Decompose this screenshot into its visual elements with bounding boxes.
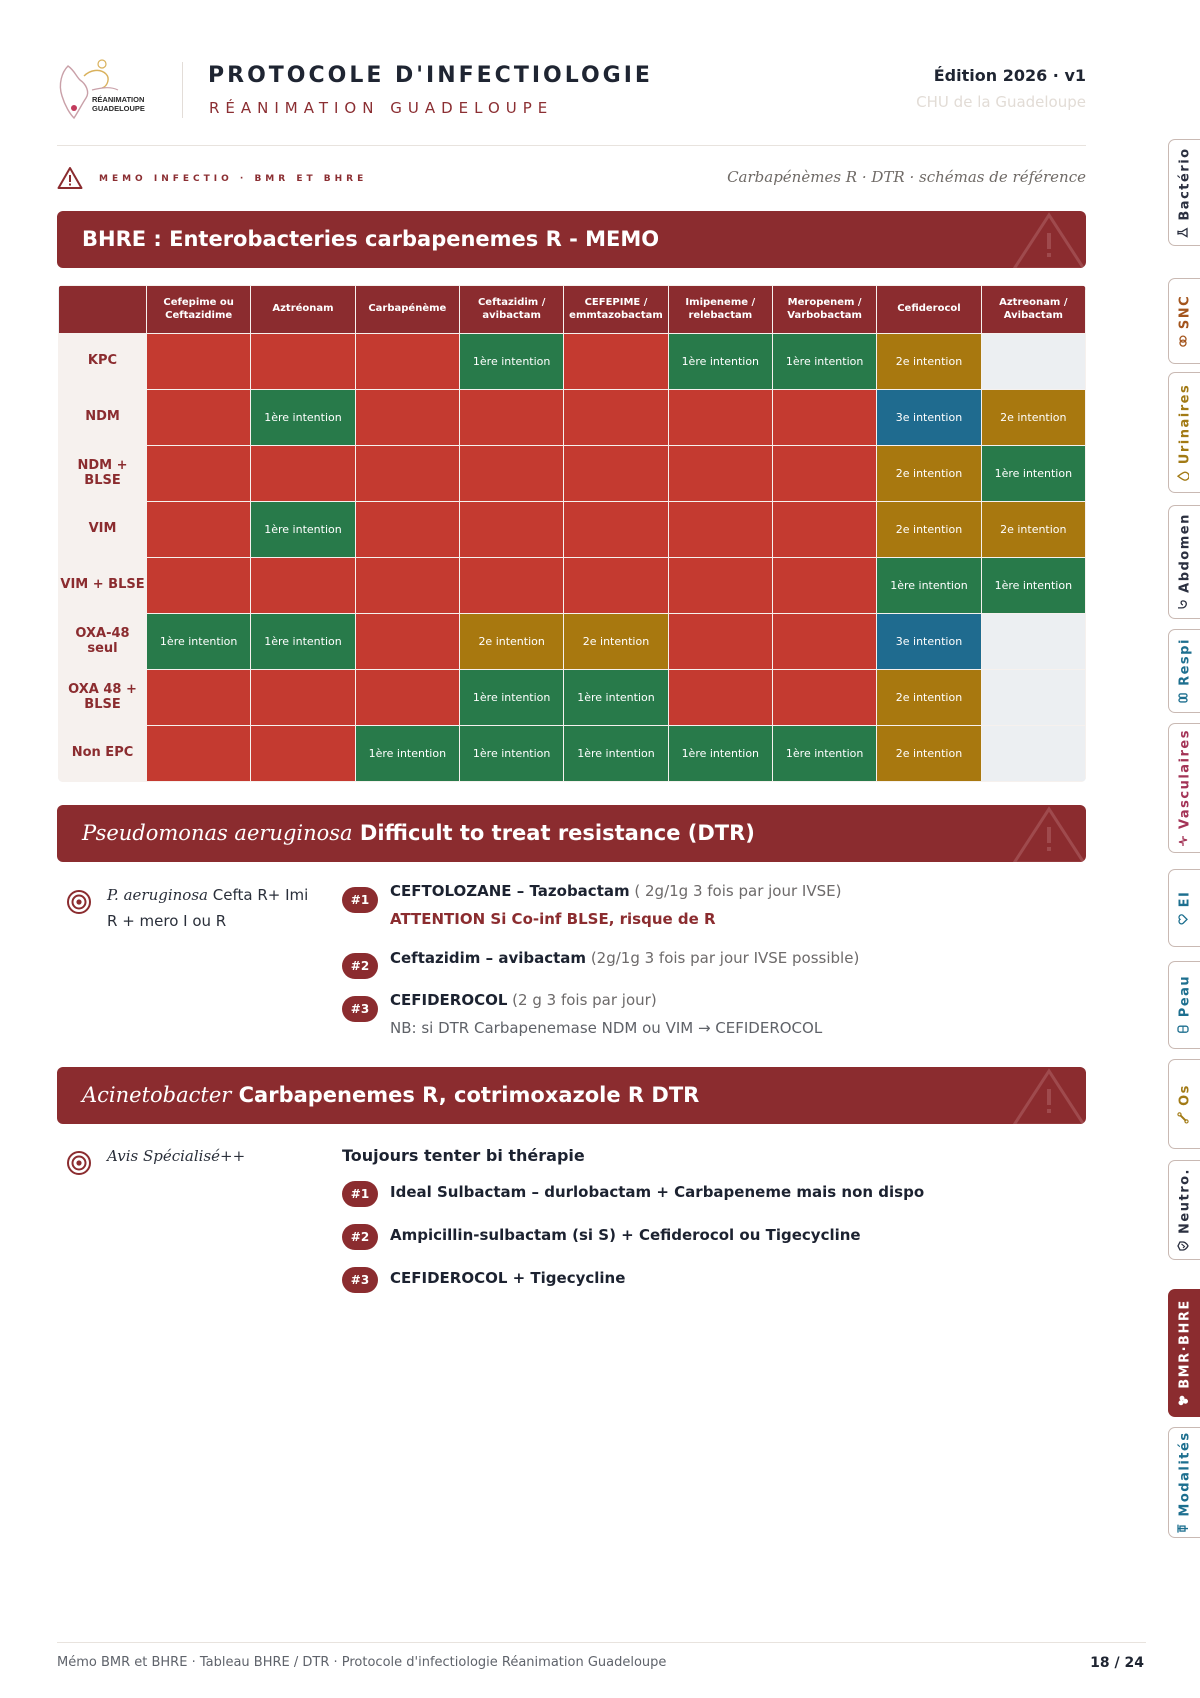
footer-rule: [57, 1642, 1146, 1643]
table-cell: [772, 446, 876, 502]
table-cell: [147, 726, 251, 782]
institution-label: CHU de la Guadeloupe: [916, 93, 1086, 111]
table-cell: [564, 502, 668, 558]
bone-icon: [1177, 1112, 1193, 1124]
header-divider: [182, 62, 183, 118]
pseudomonas-option-2: Ceftazidim – avibactam (2g/1g 3 fois par jour IVSE possible): [390, 949, 860, 967]
table-cell: 1ère intention: [564, 726, 668, 782]
logo-text-2: GUADELOUPE: [92, 104, 145, 113]
table-cell: 1ère intention: [355, 726, 459, 782]
side-tab-label: Vasculaires: [1177, 729, 1192, 829]
acinetobacter-option-3: CEFIDEROCOL + Tigecycline: [390, 1269, 626, 1287]
table-cell: [981, 334, 1085, 390]
page-number: 18 / 24: [1090, 1655, 1144, 1671]
table-cell: 1ère intention: [877, 558, 981, 614]
table-cell: [772, 670, 876, 726]
side-tab-label: SNC: [1177, 294, 1192, 330]
side-tab-urinaires[interactable]: [1168, 372, 1200, 493]
option-badge: #2: [342, 1224, 378, 1250]
logo: [56, 56, 162, 122]
table-cell: [251, 446, 355, 502]
table-cell: [668, 558, 772, 614]
side-tab-peau[interactable]: [1168, 961, 1200, 1049]
table-cell: [251, 558, 355, 614]
row-header: NDM + BLSE: [59, 446, 147, 502]
table-corner: [59, 286, 147, 334]
acinetobacter-heading: Toujours tenter bi thérapie: [342, 1146, 585, 1165]
option-badge: #3: [342, 1267, 378, 1293]
pseudomonas-option-1: CEFTOLOZANE – Tazobactam ( 2g/1g 3 fois par jour IVSE): [390, 882, 842, 900]
side-tab-label: BMR·BHRE: [1177, 1299, 1192, 1389]
table-cell: [147, 390, 251, 446]
table-cell: [564, 446, 668, 502]
table-cell: [147, 502, 251, 558]
side-tab-os[interactable]: [1168, 1059, 1200, 1149]
side-tab-label: Abdomen: [1177, 513, 1192, 593]
side-tab-label: Neutro.: [1177, 1168, 1192, 1234]
table-cell: 1ère intention: [459, 670, 563, 726]
table-row: [59, 446, 1086, 502]
table-cell: [564, 390, 668, 446]
table-cell: 3e intention: [877, 614, 981, 670]
table-cell: [355, 390, 459, 446]
stomach-icon: [1177, 599, 1193, 611]
table-cell: 2e intention: [877, 502, 981, 558]
side-tab-respi[interactable]: [1168, 629, 1200, 713]
table-cell: [981, 614, 1085, 670]
memo-label: MEMO INFECTIO · BMR ET BHRE: [99, 174, 368, 184]
memo-caption: Carbapénèmes R · DTR · schémas de référence: [727, 168, 1086, 186]
column-header: Ceftazidim / avibactam: [459, 286, 563, 334]
table-cell: [355, 502, 459, 558]
table-cell: [147, 558, 251, 614]
table-row: [59, 502, 1086, 558]
table-cell: 2e intention: [981, 390, 1085, 446]
pseudomonas-title: Pseudomonas aeruginosa Difficult to treat resistance (DTR): [82, 821, 755, 845]
target-icon: [66, 889, 92, 915]
table-cell: 2e intention: [564, 614, 668, 670]
syringe-icon: [1177, 1522, 1193, 1534]
row-header: NDM: [59, 390, 147, 446]
side-tab-label: Peau: [1177, 974, 1192, 1018]
table-row: [59, 334, 1086, 390]
table-cell: 1ère intention: [772, 726, 876, 782]
pulse-icon: [1177, 835, 1193, 847]
acinetobacter-option-1: Ideal Sulbactam – durlobactam + Carbapeneme mais non dispo: [390, 1183, 925, 1201]
target-icon: [66, 1150, 92, 1176]
side-tab-bmr-bhre[interactable]: [1168, 1289, 1200, 1417]
table-cell: [355, 446, 459, 502]
pseudomonas-banner: [57, 805, 1086, 862]
table-cell: [981, 726, 1085, 782]
table-cell: [355, 558, 459, 614]
column-header: CEFEPIME / emmtazobactam: [564, 286, 668, 334]
logo-text-1: RÉANIMATION: [92, 95, 145, 104]
bandage-icon: [1177, 1023, 1193, 1035]
header-rule: [57, 145, 1086, 146]
bhre-table: [58, 285, 1086, 782]
side-tab-label: Modalités: [1177, 1430, 1192, 1517]
side-tab-modalit-s[interactable]: [1168, 1427, 1200, 1538]
bhre-title: BHRE : Enterobacteries carbapenemes R - MEMO: [82, 227, 660, 251]
heart-icon: [1177, 913, 1193, 925]
table-row: [59, 726, 1086, 782]
table-cell: [668, 502, 772, 558]
row-header: VIM + BLSE: [59, 558, 147, 614]
table-cell: [772, 502, 876, 558]
option-badge: #1: [342, 1181, 378, 1207]
column-header: Carbapénème: [355, 286, 459, 334]
table-cell: [147, 446, 251, 502]
table-cell: [981, 670, 1085, 726]
column-header: Cefiderocol: [877, 286, 981, 334]
side-tab-label: Respi: [1177, 638, 1192, 686]
page-title: PROTOCOLE D'INFECTIOLOGIE: [208, 63, 653, 88]
warning-watermark-icon: [1012, 1067, 1086, 1124]
acinetobacter-title: Acinetobacter Carbapenemes R, cotrimoxazole R DTR: [82, 1083, 700, 1107]
table-header-row: [59, 286, 1086, 334]
side-tab-vasculaires[interactable]: [1168, 723, 1200, 853]
edition-label: Édition 2026 · v1: [933, 66, 1086, 85]
pseudomonas-condition: P. aeruginosa Cefta R+ Imi R + mero I ou R: [107, 886, 309, 930]
table-cell: 1ère intention: [459, 726, 563, 782]
table-cell: [251, 334, 355, 390]
table-cell: 2e intention: [877, 446, 981, 502]
side-tab-label: Bactério: [1177, 146, 1192, 221]
drop-icon: [1177, 470, 1193, 482]
row-header: VIM: [59, 502, 147, 558]
shield-icon: [1177, 1240, 1193, 1252]
table-cell: 2e intention: [459, 614, 563, 670]
column-header: Imipeneme / relebactam: [668, 286, 772, 334]
table-cell: 2e intention: [877, 670, 981, 726]
warning-icon: [57, 166, 83, 190]
table-cell: [564, 334, 668, 390]
option-badge: #1: [342, 887, 378, 913]
column-header: Aztréonam: [251, 286, 355, 334]
bhre-banner: [57, 211, 1086, 268]
table-cell: 1ère intention: [251, 390, 355, 446]
table-cell: 1ère intention: [251, 614, 355, 670]
column-header: Aztreonam / Avibactam: [981, 286, 1085, 334]
side-tab-label: Urinaires: [1177, 383, 1192, 464]
option-badge: #2: [342, 953, 378, 979]
table-cell: [459, 390, 563, 446]
option-badge: #3: [342, 996, 378, 1022]
table-row: [59, 670, 1086, 726]
warning-watermark-icon: [1012, 805, 1086, 862]
column-header: Cefepime ou Ceftazidime: [147, 286, 251, 334]
side-tab-abdomen[interactable]: [1168, 505, 1200, 619]
flask-icon: [1177, 226, 1193, 238]
table-cell: 1ère intention: [772, 334, 876, 390]
page-subtitle: RÉANIMATION GUADELOUPE: [209, 99, 554, 117]
table-cell: [147, 334, 251, 390]
table-cell: [668, 614, 772, 670]
table-cell: [668, 670, 772, 726]
table-cell: [355, 670, 459, 726]
table-row: [59, 390, 1086, 446]
table-cell: 1ère intention: [981, 446, 1085, 502]
table-cell: 2e intention: [877, 726, 981, 782]
bacteria-icon: [1177, 1395, 1193, 1407]
pseudomonas-option-3: CEFIDEROCOL (2 g 3 fois par jour): [390, 991, 657, 1009]
table-cell: [772, 390, 876, 446]
row-header: OXA-48 seul: [59, 614, 147, 670]
acinetobacter-avis: Avis Spécialisé++: [107, 1147, 246, 1165]
table-cell: 1ère intention: [564, 670, 668, 726]
footer-text: Mémo BMR et BHRE · Tableau BHRE / DTR · Protocole d'infectiologie Réanimation Guadeloupe: [57, 1655, 667, 1670]
brain-icon: [1177, 335, 1193, 347]
side-tab-label: EI: [1177, 890, 1192, 908]
side-tab-ei[interactable]: [1168, 869, 1200, 947]
side-tab-neutro[interactable]: [1168, 1160, 1200, 1260]
table-cell: 1ère intention: [668, 334, 772, 390]
acinetobacter-banner: [57, 1067, 1086, 1124]
table-row: [59, 614, 1086, 670]
table-row: [59, 558, 1086, 614]
table-cell: [772, 558, 876, 614]
column-header: Meropenem / Varbobactam: [772, 286, 876, 334]
table-cell: 2e intention: [877, 334, 981, 390]
table-cell: [668, 446, 772, 502]
table-cell: [459, 502, 563, 558]
side-tab-snc[interactable]: [1168, 278, 1200, 364]
table-cell: 1ère intention: [459, 334, 563, 390]
table-cell: [251, 726, 355, 782]
table-cell: [772, 614, 876, 670]
table-cell: 3e intention: [877, 390, 981, 446]
table-cell: [251, 670, 355, 726]
table-cell: 1ère intention: [981, 558, 1085, 614]
table-cell: [459, 446, 563, 502]
pseudomonas-option-3-note: NB: si DTR Carbapenemase NDM ou VIM → CEFIDEROCOL: [390, 1019, 823, 1037]
table-cell: [355, 614, 459, 670]
table-cell: [147, 670, 251, 726]
pseudomonas-option-1-warning: ATTENTION Si Co-inf BLSE, risque de R: [390, 910, 716, 928]
table-cell: [459, 558, 563, 614]
side-tab-label: Os: [1177, 1084, 1192, 1106]
row-header: OXA 48 + BLSE: [59, 670, 147, 726]
table-cell: [355, 334, 459, 390]
row-header: Non EPC: [59, 726, 147, 782]
table-cell: [668, 390, 772, 446]
table-cell: 1ère intention: [147, 614, 251, 670]
lungs-icon: [1177, 692, 1193, 704]
table-cell: 1ère intention: [251, 502, 355, 558]
table-cell: 1ère intention: [668, 726, 772, 782]
table-cell: [564, 558, 668, 614]
acinetobacter-option-2: Ampicillin-sulbactam (si S) + Cefiderocol ou Tigecycline: [390, 1226, 861, 1244]
warning-watermark-icon: [1012, 211, 1086, 268]
row-header: KPC: [59, 334, 147, 390]
side-tab-bact-rio[interactable]: [1168, 139, 1200, 246]
table-cell: 2e intention: [981, 502, 1085, 558]
